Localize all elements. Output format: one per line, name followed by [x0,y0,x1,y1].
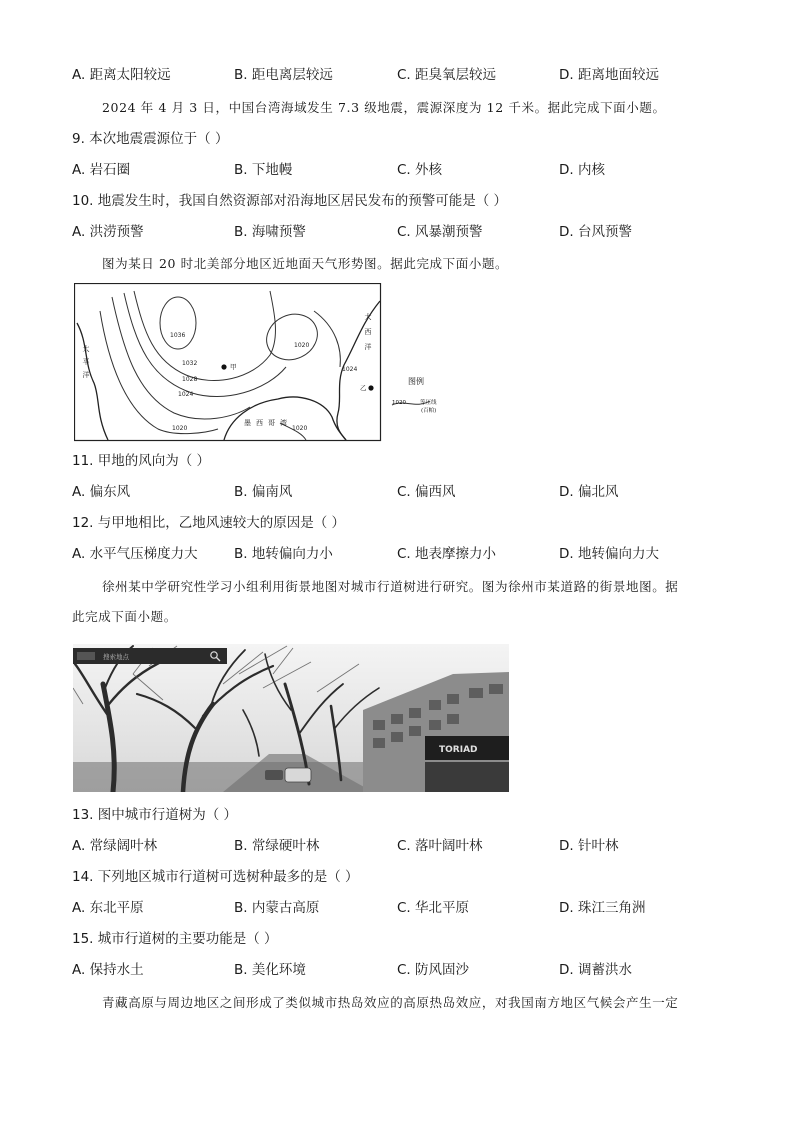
car-distant [265,770,283,780]
intro-earthquake: 2024 年 4 月 3 日，中国台湾海域发生 7.3 级地震，震源深度为 12 千米。据此完成下面小题。 [102,100,666,115]
shop-sign-text: TORIAD [439,745,478,755]
weather-map [74,283,474,443]
legend-unit: (百帕) [421,408,437,414]
q13-option-c: C. 落叶阔叶林 [397,838,483,854]
q12-stem: 12. 与甲地相比，乙地风速较大的原因是（ ） [72,515,346,531]
q12-option-a: A. 水平气压梯度力大 [72,546,198,562]
intro-street-view: 徐州某中学研究性学习小组利用街景地图对城市行道树进行研究。图为徐州市某道路的街景地图。据 [102,579,679,594]
q12-option-c: C. 地表摩擦力小 [397,546,497,562]
q13-option-b: B. 常绿硬叶林 [234,838,320,854]
map-frame [75,284,381,441]
atlantic-ocean-label: 大西洋 [364,313,372,358]
intro-plateau-heat-island: 青藏高原与周边地区之间形成了类似城市热岛效应的高原热岛效应，对我国南方地区气候会产生一定 [102,995,679,1010]
q8-option-d: D. 距离地面较远 [559,67,659,83]
q9-stem: 9. 本次地震震源位于（ ） [72,131,229,147]
legend-isobar-label: 等压线 [420,400,437,406]
q12-option-b: B. 地转偏向力小 [234,546,333,562]
q8-options [72,66,772,84]
isobar-label: 1020 [294,342,310,349]
q13-options [72,837,772,855]
gulf-of-mexico-label: 墨西哥湾 [244,419,292,427]
q14-option-d: D. 珠江三角洲 [559,900,646,916]
legend-isobar-value: 1020 [392,400,406,406]
q13-option-a: A. 常绿阔叶林 [72,838,158,854]
q11-option-b: B. 偏南风 [234,484,293,500]
q15-option-d: D. 调蓄洪水 [559,962,632,978]
q10-option-a: A. 洪涝预警 [72,224,144,240]
q12-options [72,545,772,563]
q8-option-b: B. 距电离层较远 [234,67,333,83]
isobar-label: 1020 [172,425,188,432]
q9-options [72,161,772,179]
q9-option-d: D. 内核 [559,162,605,178]
pacific-ocean-label: 太平洋 [82,345,90,384]
isobar-label: 1020 [292,425,308,432]
q15-options [72,961,772,979]
q11-option-a: A. 偏东风 [72,484,131,500]
q9-option-a: A. 岩石圈 [72,162,131,178]
q14-options [72,899,772,917]
legend-title: 图例 [408,377,424,386]
map-search-placeholder: 搜索地点 [103,653,129,661]
q10-stem: 10. 地震发生时，我国自然资源部对沿海地区居民发布的预警可能是（ ） [72,193,508,209]
q14-option-c: C. 华北平原 [397,900,470,916]
q8-option-a: A. 距离太阳较远 [72,67,171,83]
q10-option-b: B. 海啸预警 [234,224,306,240]
point-jia-marker [221,364,226,369]
isobar-label: 1024 [178,391,194,398]
q9-option-c: C. 外核 [397,162,443,178]
q11-option-c: C. 偏西风 [397,484,456,500]
point-yi-marker [368,385,373,390]
point-jia-label: 甲 [230,363,237,371]
q14-option-b: B. 内蒙古高原 [234,900,320,916]
isobar-label: 1036 [170,332,186,339]
q9-option-b: B. 下地幔 [234,162,293,178]
q14-stem: 14. 下列地区城市行道树可选树种最多的是（ ） [72,869,359,885]
storefront [425,762,509,792]
point-yi-label: 乙 [360,384,367,392]
q15-option-c: C. 防风固沙 [397,962,470,978]
q11-stem: 11. 甲地的风向为（ ） [72,453,211,469]
intro-weather-map: 图为某日 20 时北美部分地区近地面天气形势图。据此完成下面小题。 [102,256,509,271]
q11-options [72,483,772,501]
q15-stem: 15. 城市行道树的主要功能是（ ） [72,931,278,947]
car-white [285,768,311,782]
q10-option-c: C. 风暴潮预警 [397,224,483,240]
isobar-label: 1032 [182,360,198,367]
q13-option-d: D. 针叶林 [559,838,619,854]
q10-option-d: D. 台风预警 [559,224,632,240]
q14-option-a: A. 东北平原 [72,900,144,916]
q11-option-d: D. 偏北风 [559,484,619,500]
q13-stem: 13. 图中城市行道树为（ ） [72,807,238,823]
q15-option-b: B. 美化环境 [234,962,306,978]
q12-option-d: D. 地转偏向力大 [559,546,659,562]
map-search-bar[interactable] [73,648,227,664]
intro-street-view-cont: 此完成下面小题。 [72,609,177,624]
q15-option-a: A. 保持水土 [72,962,144,978]
street-view-photo [73,644,509,792]
map-app-logo [77,652,95,660]
isobar-label: 1024 [342,366,358,373]
q10-options [72,223,772,241]
q8-option-c: C. 距臭氧层较远 [397,67,497,83]
isobar-label: 1028 [182,376,198,383]
